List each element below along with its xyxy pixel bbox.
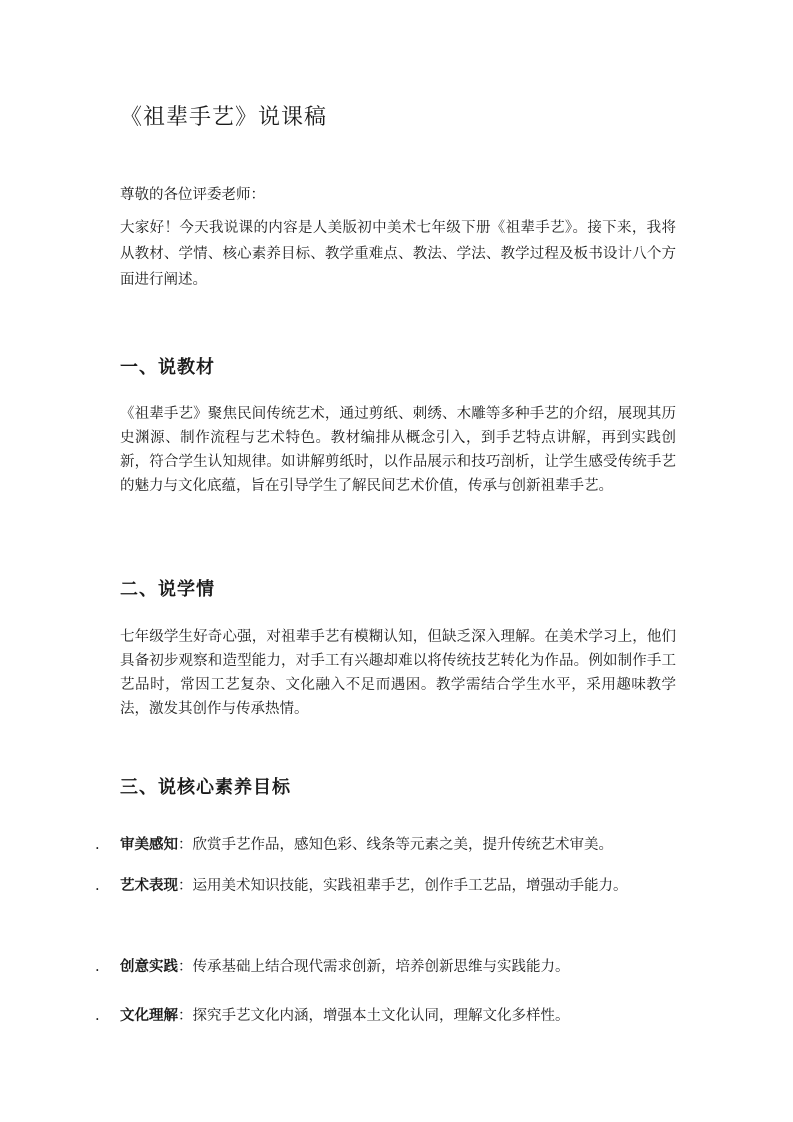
section-body-textbook: 《祖辈手艺》聚焦民间传统艺术，通过剪纸、刺绣、木雕等多种手艺的介绍，展现其历史渊源、制作流程与艺术特色。教材编排从概念引入，到手艺特点讲解，再到实践创新，符合学生认知规律。如讲解剪纸时，以作品展示和技巧剖析，让学生感受传统手艺的魅力与文化底蕴，旨在引导学生了解民间艺术价值，传承与创新祖辈手艺。 — [120, 406, 676, 494]
bullet: . — [95, 878, 100, 894]
bullet: . — [95, 837, 100, 853]
bullet: . — [95, 959, 100, 975]
goal-keyword: 创意实践 — [120, 958, 178, 975]
section-body-students: 七年级学生好奇心强，对祖辈手艺有模糊认知，但缺乏深入理解。在美术学习上，他们具备初步观察和造型能力，对手工有兴趣却难以将传统技艺转化为作品。例如制作手工艺品时，常因工艺复杂、文化融入不足而遇困。教学需结合学生水平，采用趣味教学法，激发其创作与传承热情。 — [120, 629, 676, 717]
goal-item-culture — [95, 1004, 570, 1025]
section-heading-students: 二、说学情 — [120, 579, 215, 600]
intro-paragraph: 大家好！今天我说课的内容是人美版初中美术七年级下册《祖辈手艺》。接下来，我将从教材、学情、核心素养目标、教学重难点、教法、学法、教学过程及板书设计八个方面进行阐述。 — [120, 220, 676, 288]
goal-keyword: 艺术表现 — [120, 877, 178, 894]
bullet: . — [95, 1008, 100, 1024]
goal-item-expression — [95, 874, 628, 895]
goal-text: ：运用美术知识技能，实践祖辈手艺，创作手工艺品，增强动手能力。 — [178, 878, 628, 894]
document-title: 《祖辈手艺》说课稿 — [120, 105, 328, 130]
goal-item-creativity — [95, 955, 570, 976]
goal-keyword: 审美感知 — [120, 836, 178, 853]
goal-text: ：传承基础上结合现代需求创新，培养创新思维与实践能力。 — [178, 959, 570, 975]
greeting: 尊敬的各位评委老师： — [120, 187, 265, 203]
section-heading-goals: 三、说核心素养目标 — [120, 777, 291, 798]
goal-text: ：欣赏手艺作品，感知色彩、线条等元素之美，提升传统艺术审美。 — [178, 837, 613, 853]
section-heading-textbook: 一、说教材 — [120, 357, 215, 378]
goal-item-aesthetic — [95, 833, 613, 854]
goal-text: ：探究手艺文化内涵，增强本土文化认同，理解文化多样性。 — [178, 1008, 570, 1024]
goal-keyword: 文化理解 — [120, 1007, 178, 1024]
